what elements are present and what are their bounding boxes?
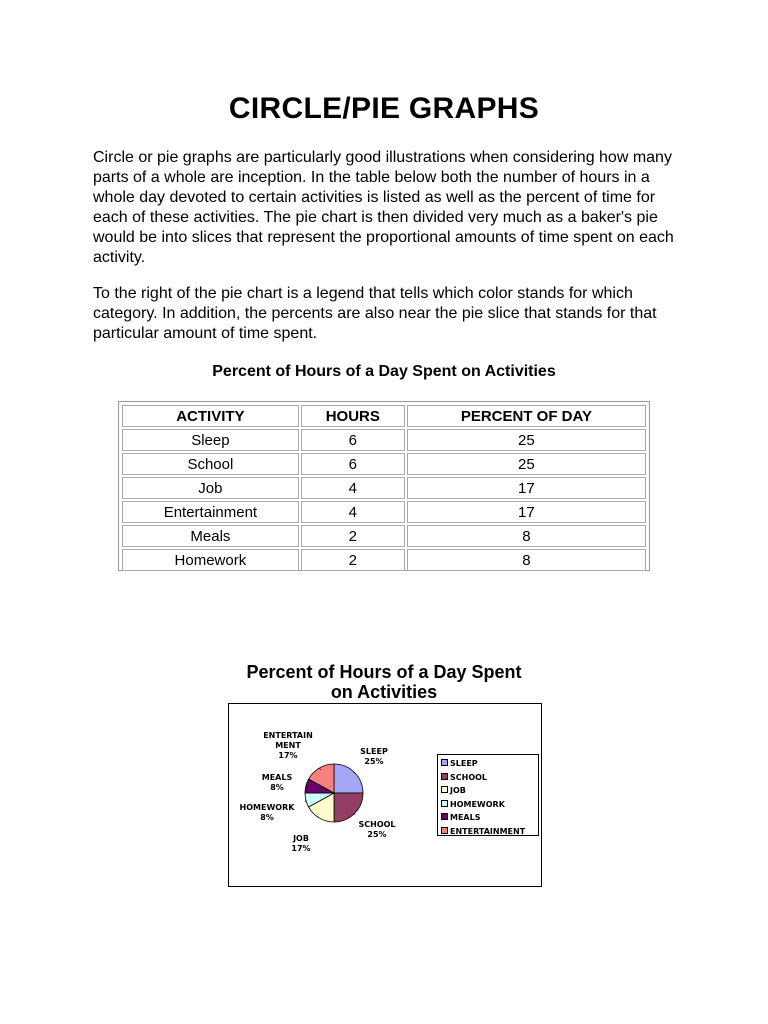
legend-item-sleep: [438, 757, 538, 771]
cell-activity: Homework: [122, 549, 299, 571]
activity-table-frame: [118, 401, 650, 571]
table-row: [122, 549, 646, 571]
cell-percent: 8: [407, 549, 646, 571]
legend-swatch: [441, 759, 448, 766]
slice-label-homework: HOMEWORK: [239, 803, 295, 812]
legend-swatch: [441, 786, 448, 793]
slice-label-entertainment: ENTERTAIN: [263, 731, 313, 740]
legend-label: SCHOOL: [450, 772, 488, 782]
legend-label: JOB: [450, 786, 466, 795]
chart-legend: [437, 754, 539, 836]
table-row: [122, 453, 646, 475]
table-row: [122, 525, 646, 547]
table-row: [122, 501, 646, 523]
table-title: Percent of Hours of a Day Spent on Activities: [212, 363, 556, 380]
cell-hours: 4: [301, 501, 405, 523]
slice-label-school: 25%: [367, 830, 387, 839]
cell-percent: 17: [407, 501, 646, 523]
cell-percent: 25: [407, 429, 646, 451]
slice-label-entertainment: 17%: [278, 751, 298, 760]
header-activity: ACTIVITY: [122, 405, 299, 427]
cell-activity: School: [122, 453, 299, 475]
slice-label-sleep: SLEEP: [360, 747, 388, 756]
chart-title: [0, 662, 768, 702]
header-hours: HOURS: [301, 405, 405, 427]
cell-hours: 4: [301, 477, 405, 499]
legend-item-school: [438, 771, 538, 785]
cell-percent: 17: [407, 477, 646, 499]
pie-slice-sleep: [334, 764, 363, 793]
table-row: [122, 429, 646, 451]
slice-label-entertainment: MENT: [275, 741, 301, 750]
cell-activity: Entertainment: [122, 501, 299, 523]
legend-item-job: [438, 784, 538, 798]
cell-activity: Meals: [122, 525, 299, 547]
cell-hours: 6: [301, 453, 405, 475]
page-title: CIRCLE/PIE GRAPHS: [228, 92, 540, 125]
intro-paragraph: Circle or pie graphs are particularly good illustrations when considering how many parts of a whole are inception. In the table below both the number of hours in a whole day devoted to certain activities is listed as well as the percent of time for each of these activities. The pie chart is then divided very much as a baker's pie would be into slices that represent the proportional amounts of time spent on each activity.: [93, 149, 674, 266]
legend-label: SLEEP: [450, 759, 478, 768]
slice-label-meals: 8%: [270, 783, 284, 792]
legend-label: HOMEWORK: [450, 799, 505, 809]
table-header-row: [122, 405, 646, 427]
pie-chart-frame: [228, 703, 542, 887]
chart-title-line-1: Percent of Hours of a Day Spent: [246, 662, 522, 682]
legend-paragraph: To the right of the pie chart is a legend that tells which color stands for which category. In addition, the percents are also near the pie slice that stands for that particular amount of time spent.: [93, 285, 657, 342]
legend-label: MEALS: [450, 813, 481, 822]
activity-table: [120, 403, 648, 573]
leader-line: [305, 800, 306, 802]
legend-item-meals: [438, 811, 538, 825]
cell-activity: Sleep: [122, 429, 299, 451]
legend-swatch: [441, 813, 448, 820]
legend-swatch: [441, 800, 448, 807]
legend-swatch: [441, 827, 448, 834]
legend-label: ENTERTAINMENT: [450, 826, 526, 836]
legend-item-entertainment: [438, 825, 538, 839]
cell-hours: 2: [301, 549, 405, 571]
legend-swatch: [441, 773, 448, 780]
header-percent: PERCENT OF DAY: [407, 405, 646, 427]
cell-percent: 8: [407, 525, 646, 547]
pie-slice-school: [334, 793, 363, 822]
cell-activity: Job: [122, 477, 299, 499]
cell-percent: 25: [407, 453, 646, 475]
cell-hours: 2: [301, 525, 405, 547]
chart-title-line-2: on Activities: [330, 682, 438, 702]
slice-label-job: 17%: [291, 844, 311, 853]
legend-item-homework: [438, 798, 538, 812]
slice-label-meals: MEALS: [261, 773, 293, 782]
slice-label-homework: 8%: [260, 813, 274, 822]
slice-label-school: SCHOOL: [358, 820, 396, 829]
slice-label-sleep: 25%: [364, 757, 384, 766]
table-row: [122, 477, 646, 499]
cell-hours: 6: [301, 429, 405, 451]
slice-label-job: JOB: [293, 834, 309, 843]
